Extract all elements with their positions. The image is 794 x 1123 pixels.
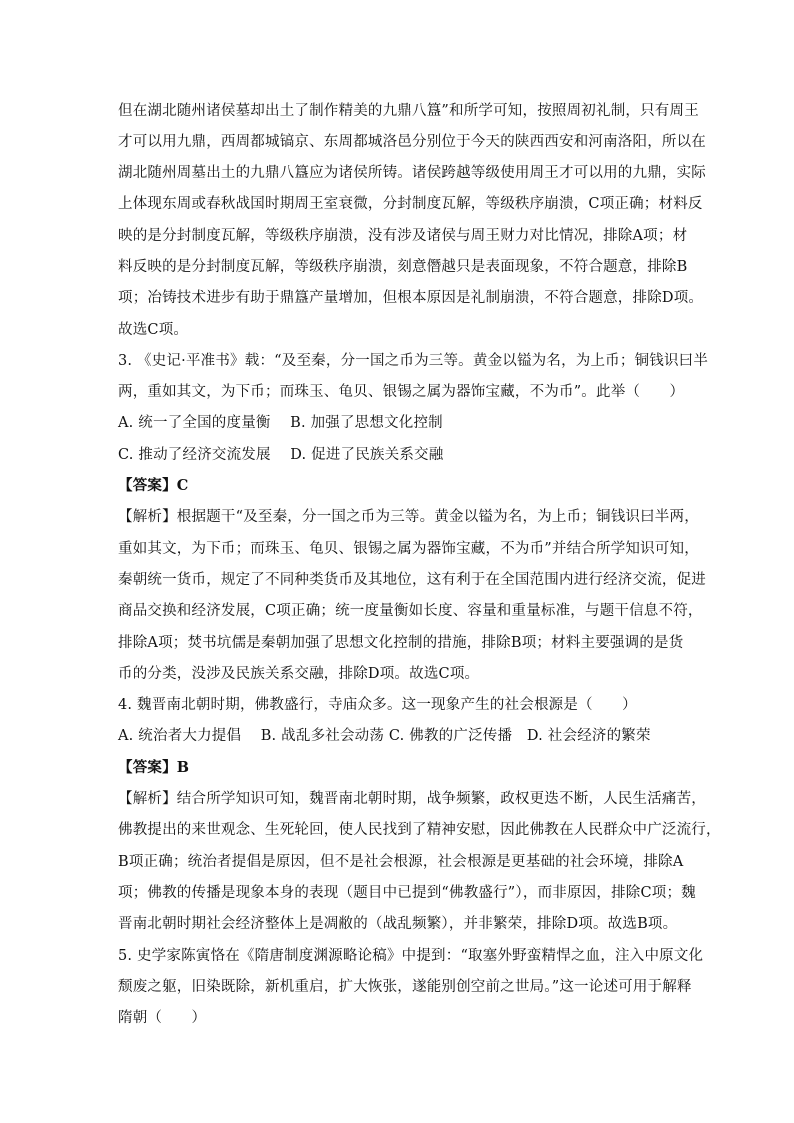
question-3-options: C. 推动了经济交流发展 D. 促进了民族关系交融 bbox=[118, 447, 444, 463]
text-line: 但在湖北随州诸侯墓却出土了制作精美的九鼎八簋”和所学可知，按照周初礼制，只有周王 bbox=[118, 103, 699, 119]
text-line: 才可以用九鼎，西周都城镐京、东周都城洛邑分别位于今天的陕西西安和河南洛阳，所以在 bbox=[118, 134, 706, 150]
question-3-analysis: 重如其文，为下币；而珠玉、龟贝、银锡之属为器饰宝藏，不为币”并结合所学知识可知， bbox=[118, 541, 699, 557]
question-3-analysis: 【解析】根据题干“及至秦，分一国之币为三等。黄金以镒为名，为上币；铜钱识曰半两， bbox=[118, 509, 699, 525]
question-4-analysis: B项正确；统治者提倡是原因，但不是社会根源，社会根源是更基础的社会环境，排除A bbox=[118, 854, 684, 870]
question-4-options: A. 统治者大力提倡 B. 战乱多社会动荡 C. 佛教的广泛传播 D. 社会经济的繁荣 bbox=[118, 728, 651, 744]
question-3-stem: 3. 《史记·平准书》载：“及至秦，分一国之币为三等。黄金以镒为名，为上币；铜钱识曰半 bbox=[118, 353, 709, 369]
question-4-analysis: 项；佛教的传播是现象本身的表现（题目中已提到“佛教盛行”），而非原因，排除C项；魏 bbox=[118, 885, 696, 901]
text-line: 料反映的是分封制度瓦解，等级秩序崩溃，刻意僭越只是表面现象，不符合题意，排除B bbox=[118, 259, 688, 275]
question-4-analysis: 晋南北朝时期社会经济整体上是凋敝的（战乱频繁），并非繁荣，排除D项。故选B项。 bbox=[118, 916, 678, 932]
text-line: 湖北随州周墓出土的九鼎八簋应为诸侯所铸。诸侯跨越等级使用周王才可以用的九鼎，实际 bbox=[118, 165, 706, 181]
question-3-analysis: 币的分类，没涉及民族关系交融，排除D项。故选C项。 bbox=[118, 666, 480, 682]
text-line: 上体现东周或春秋战国时期周王室衰微，分封制度瓦解，等级秩序崩溃，C项正确；材料反 bbox=[118, 196, 703, 212]
question-4-analysis: 佛教提出的来世观念、生死轮回，使人民找到了精神安慰，因此佛教在人民群众中广泛流行， bbox=[118, 822, 721, 838]
text-line: 故选C项。 bbox=[118, 322, 189, 338]
question-4-stem: 4. 魏晋南北朝时期，佛教盛行，寺庙众多。这一现象产生的社会根源是（ ） bbox=[118, 697, 637, 713]
question-3-options: A. 统一了全国的度量衡 B. 加强了思想文化控制 bbox=[118, 415, 443, 431]
question-3-analysis: 排除A项；焚书坑儒是秦朝加强了思想文化控制的措施，排除B项；材料主要强调的是货 bbox=[118, 635, 684, 651]
question-4-answer: 【答案】B bbox=[118, 759, 190, 776]
question-5-stem: 颓废之躯，旧染既除，新机重启，扩大恢张，遂能别创空前之世局。”这一论述可用于解释 bbox=[118, 979, 692, 995]
question-3-analysis: 商品交换和经济发展，C项正确；统一度量衡如长度、容量和重量标准，与题干信息不符， bbox=[118, 603, 703, 619]
question-3-answer: 【答案】C bbox=[118, 477, 189, 494]
question-3-analysis: 秦朝统一货币，规定了不同种类货币及其地位，这有利于在全国范围内进行经济交流，促进 bbox=[118, 572, 706, 588]
question-3-stem: 两，重如其文，为下币；而珠玉、龟贝、银锡之属为器饰宝藏，不为币”。此举（ ） bbox=[118, 384, 685, 400]
question-5-stem: 隋朝（ ） bbox=[118, 1010, 207, 1026]
text-line: 项；冶铸技术进步有助于鼎簋产量增加，但根本原因是礼制崩溃，不符合题意，排除D项。 bbox=[118, 290, 704, 306]
text-line: 映的是分封制度瓦解，等级秩序崩溃，没有涉及诸侯与周王财力对比情况，排除A项；材 bbox=[118, 228, 688, 244]
question-5-stem: 5. 史学家陈寅恪在《隋唐制度渊源略论稿》中提到：“取塞外野蛮精悍之血，注入中原文化 bbox=[118, 948, 704, 964]
question-4-analysis: 【解析】结合所学知识可知，魏晋南北朝时期，战争频繁，政权更迭不断，人民生活痛苦， bbox=[118, 791, 706, 807]
